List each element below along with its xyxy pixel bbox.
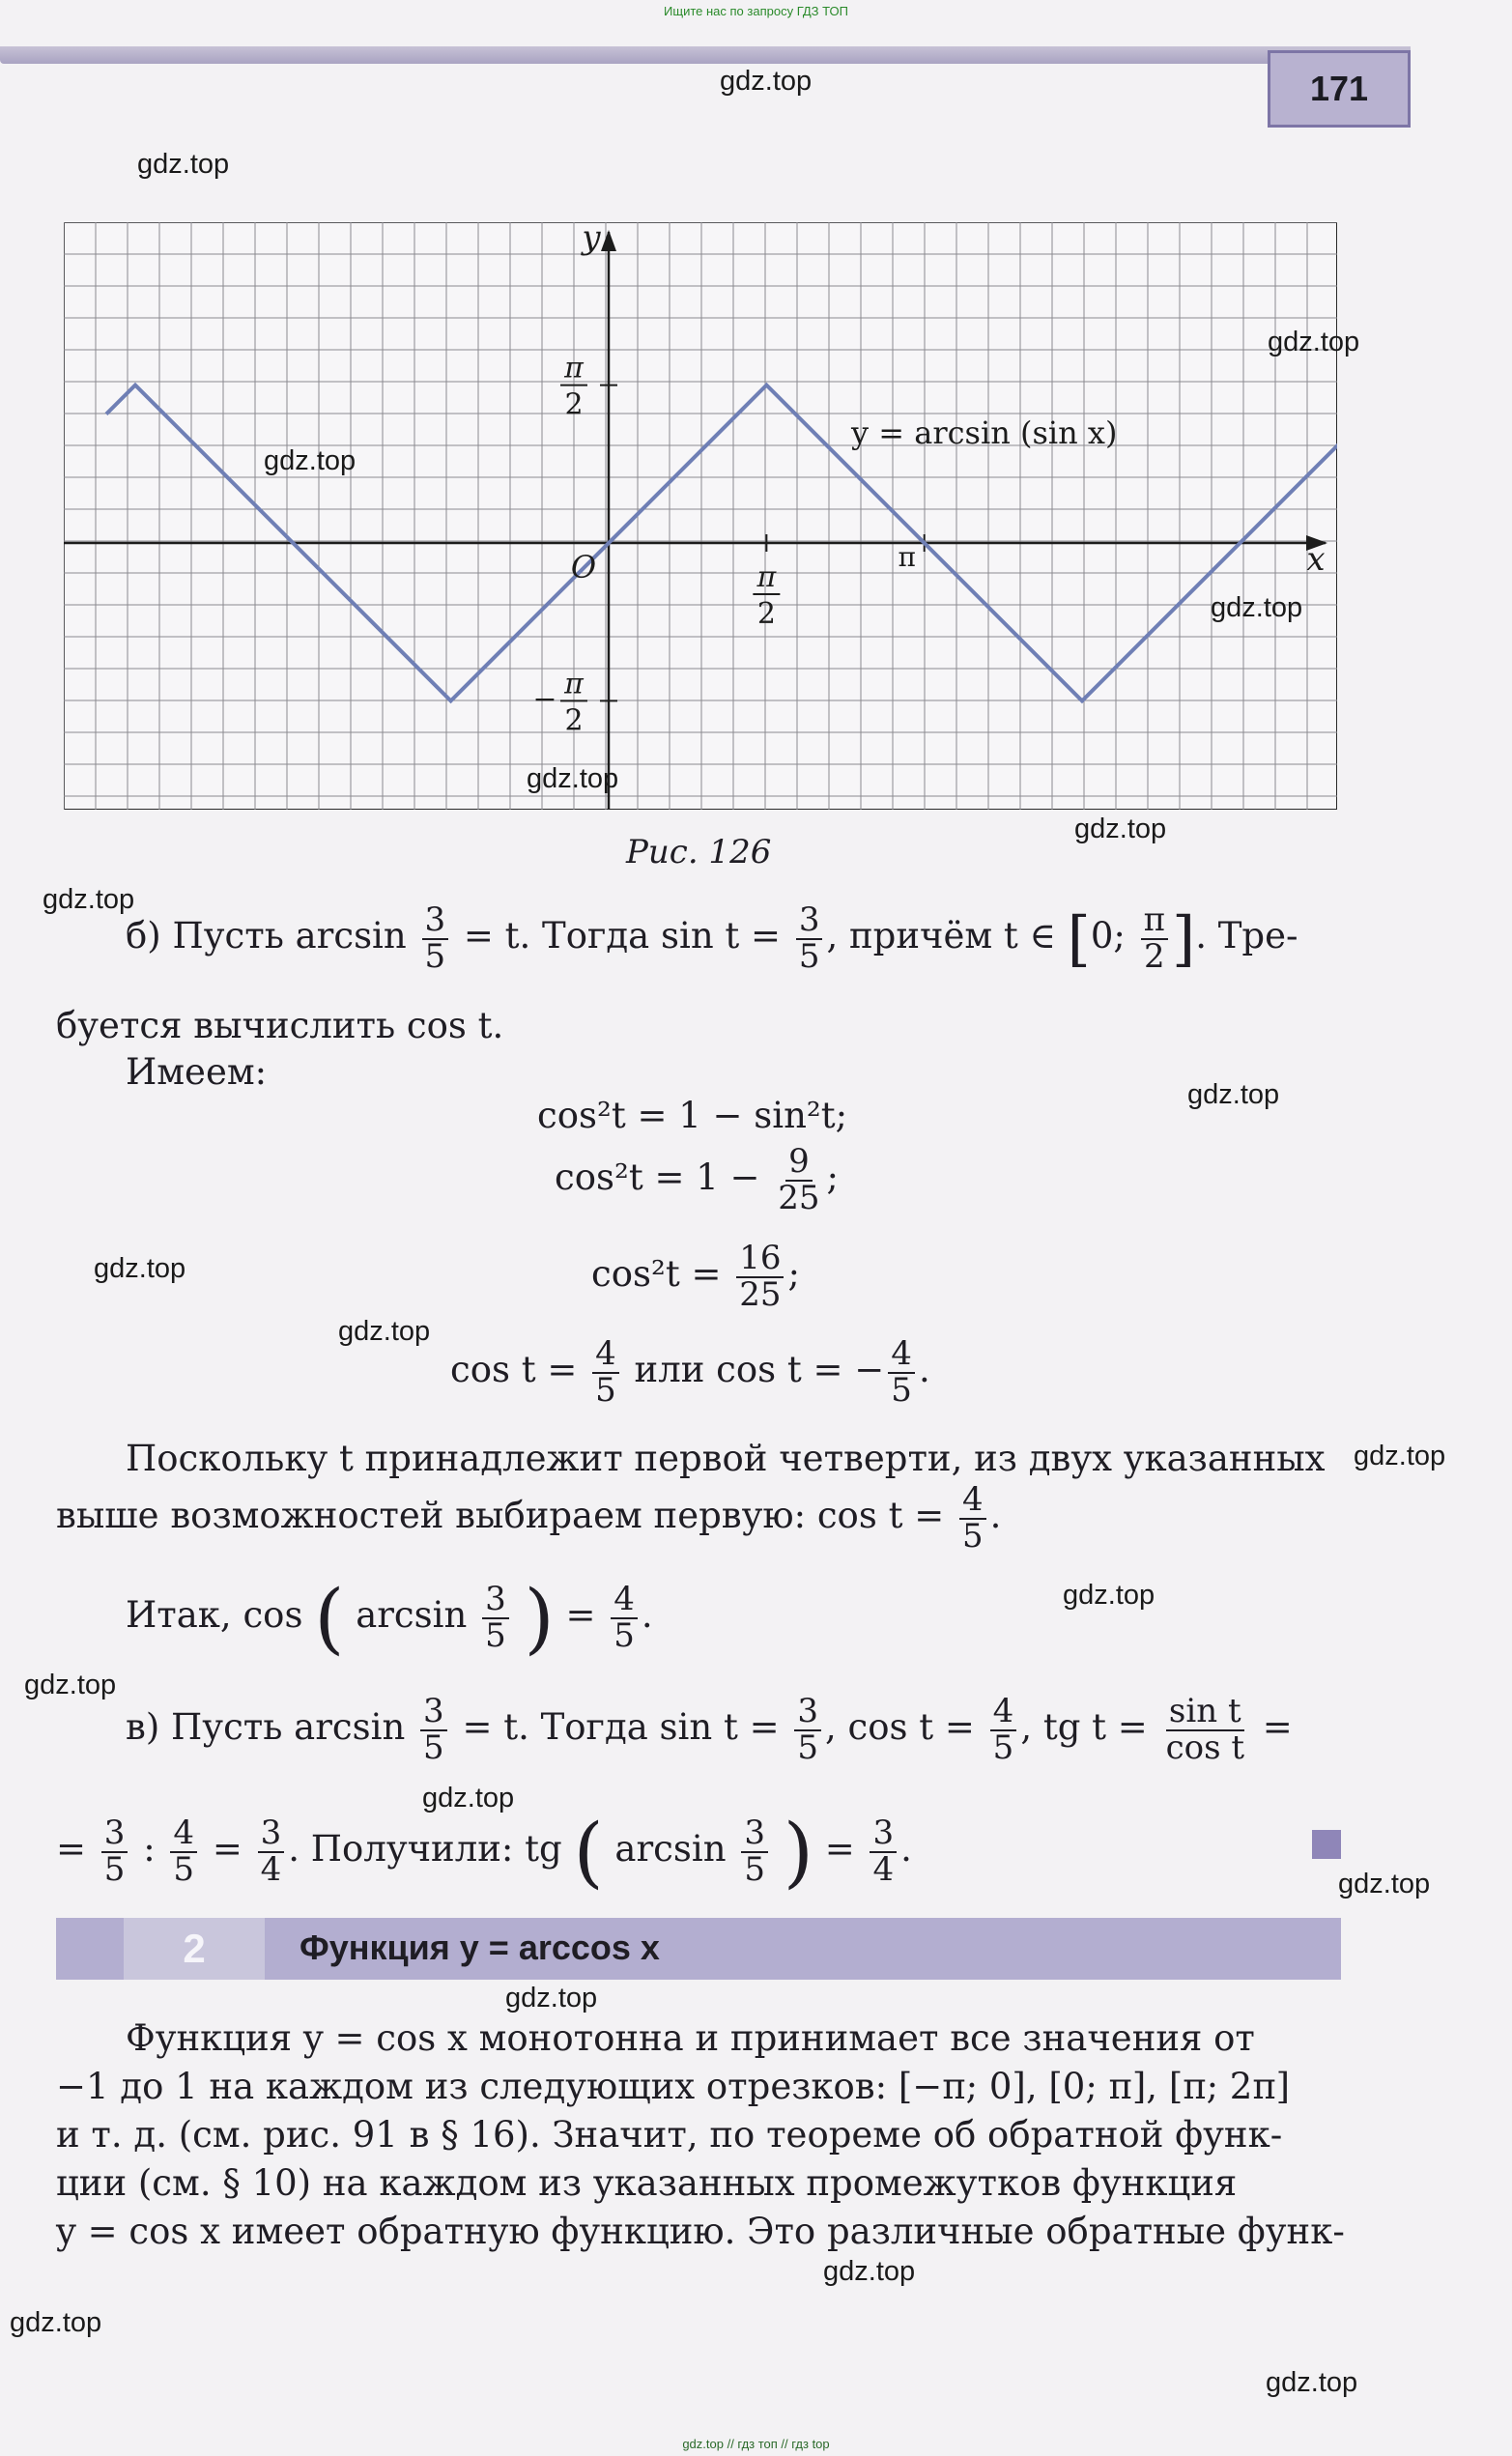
denominator: 5	[423, 1728, 444, 1767]
text: .	[641, 1594, 653, 1636]
body-line-2: −1 до 1 на каждом из следующих отрезков: [−π; 0], [0; π], [π; 2π]	[56, 2066, 1291, 2107]
text: arcsin	[356, 1594, 468, 1636]
text: =	[56, 1828, 87, 1870]
denominator: 25	[778, 1178, 820, 1217]
watermark: gdz.top	[137, 149, 230, 180]
part-b-line-2: буется вычислить cos t.	[56, 1005, 504, 1046]
fraction	[794, 1692, 821, 1767]
numerator: π	[1141, 903, 1168, 940]
denominator: 4	[260, 1849, 282, 1889]
watermark: gdz.top	[10, 2307, 102, 2338]
text: cos t =	[450, 1349, 578, 1391]
denominator: 5	[797, 1728, 818, 1767]
watermark: gdz.top	[94, 1253, 186, 1284]
watermark: gdz.top	[527, 763, 619, 794]
bottom-note: gdz.top // гдз топ // гдз top	[682, 2437, 830, 2451]
numerator: 4	[611, 1583, 638, 1619]
text: . Получили: tg	[288, 1828, 562, 1870]
watermark: gdz.top	[1063, 1580, 1155, 1611]
fraction	[482, 1579, 509, 1655]
paragraph-line-2	[56, 1480, 1002, 1556]
fraction	[736, 1239, 784, 1314]
denominator: 5	[798, 936, 820, 976]
text: :	[143, 1828, 156, 1870]
numerator: 4	[888, 1337, 915, 1374]
y-axis-label: y	[582, 222, 601, 257]
denominator: 5	[891, 1370, 912, 1410]
section-title: Функция y = arccos x	[300, 1928, 660, 1967]
text: cos²t =	[591, 1253, 722, 1296]
watermark: gdz.top	[338, 1316, 431, 1347]
fraction	[258, 1813, 285, 1889]
text: = t. Тогда sin t =	[463, 915, 782, 957]
bracket-close: ]	[1172, 903, 1196, 975]
paren-close: )	[524, 1573, 555, 1663]
fraction	[990, 1692, 1017, 1767]
paren-close: )	[783, 1807, 813, 1897]
fraction	[101, 1813, 128, 1889]
fraction	[1141, 900, 1168, 976]
fraction	[870, 1813, 897, 1889]
text: . Тре-	[1195, 915, 1298, 957]
section-header	[56, 1918, 1341, 1980]
body-line-4: ции (см. § 10) на каждом из указанных промежутков функция	[56, 2162, 1238, 2204]
numerator: 9	[785, 1145, 813, 1182]
denominator: 2	[1144, 936, 1165, 976]
text: .	[900, 1828, 912, 1870]
fraction	[959, 1480, 986, 1556]
watermark: gdz.top	[24, 1670, 117, 1700]
numerator: 3	[741, 1816, 768, 1853]
watermark: gdz.top	[1211, 592, 1303, 623]
text: или cos t = −	[622, 1349, 885, 1391]
header-band	[0, 46, 1411, 64]
text: в) Пусть arcsin	[126, 1706, 406, 1749]
text: б) Пусть arcsin	[126, 915, 407, 957]
text: .	[918, 1349, 930, 1391]
x-tick-label-pi-2-denominator: 2	[756, 597, 776, 631]
origin-label: O	[570, 549, 597, 585]
fraction	[170, 1813, 197, 1889]
figure-caption: Рис. 126	[626, 833, 772, 871]
result-line	[126, 1573, 653, 1663]
watermark: gdz.top	[1187, 1079, 1280, 1110]
x-axis-label: x	[1306, 540, 1326, 579]
fraction	[420, 1692, 447, 1767]
denominator: cos t	[1165, 1728, 1244, 1767]
equation-3	[591, 1239, 800, 1314]
numerator: 4	[592, 1337, 619, 1374]
watermark: gdz.top	[1338, 1869, 1431, 1899]
denominator: 5	[961, 1516, 984, 1556]
numerator: 4	[990, 1695, 1017, 1731]
text: =	[212, 1828, 242, 1870]
grid	[64, 222, 1337, 810]
denominator: 5	[485, 1615, 506, 1655]
numerator: 16	[736, 1242, 784, 1278]
fraction	[775, 1142, 822, 1217]
text: = t. Тогда sin t =	[462, 1706, 780, 1749]
watermark: gdz.top	[1268, 327, 1360, 357]
equation-2	[555, 1142, 840, 1217]
x-tick-label-pi: π	[898, 541, 916, 573]
watermark: gdz.top	[823, 2256, 916, 2287]
numerator: sin t	[1166, 1695, 1244, 1731]
text: =	[1262, 1706, 1293, 1749]
part-v-line-2	[56, 1807, 912, 1897]
watermark: gdz.top	[1266, 2367, 1358, 2398]
denominator: 5	[173, 1849, 195, 1889]
body-line-1: Функция y = cos x монотонна и принимает все значения от	[126, 2017, 1255, 2059]
bracket-open: [	[1067, 903, 1091, 975]
function-label: y = arcsin (sin x)	[851, 414, 1118, 451]
part-v-line-1	[126, 1692, 1293, 1767]
numerator: 3	[422, 903, 449, 940]
body-line-3: и т. д. (см. рис. 91 в § 16). Значит, по теореме об обратной функ-	[56, 2114, 1283, 2156]
text: arcsin	[614, 1828, 727, 1870]
text: .	[989, 1495, 1002, 1537]
denominator: 5	[992, 1728, 1014, 1767]
body-line-5: y = cos x имеет обратную функцию. Это различные обратные функ-	[56, 2211, 1345, 2252]
paragraph-line-1: Поскольку t принадлежит первой четверти, из двух указанных	[126, 1438, 1326, 1479]
text: Итак, cos	[126, 1594, 303, 1636]
part-b-line-1	[126, 900, 1298, 976]
watermark: gdz.top	[1354, 1441, 1446, 1471]
numerator: 4	[170, 1816, 197, 1853]
numerator: 3	[482, 1583, 509, 1619]
watermark: gdz.top	[43, 884, 135, 915]
equation-4	[450, 1334, 930, 1410]
text: ;	[787, 1253, 800, 1296]
y-tick-label-pi-2-denominator: 2	[564, 387, 584, 422]
top-note: Ищите нас по запросу ГДЗ ТОП	[664, 4, 848, 18]
text: , cos t =	[825, 1706, 975, 1749]
y-tick-label-minus-pi-2-numerator: π	[564, 667, 584, 701]
denominator: 5	[744, 1849, 765, 1889]
numerator: 3	[870, 1816, 897, 1853]
text: 0;	[1090, 915, 1126, 957]
numerator: 3	[420, 1695, 447, 1731]
fraction	[741, 1813, 768, 1889]
numerator: 3	[796, 903, 823, 940]
text: =	[824, 1828, 855, 1870]
watermark: gdz.top	[422, 1783, 515, 1813]
text: ;	[826, 1157, 840, 1199]
numerator: 4	[959, 1483, 986, 1520]
fraction	[592, 1334, 619, 1410]
denominator: 5	[424, 936, 446, 976]
fraction	[611, 1579, 638, 1655]
paren-open: (	[314, 1573, 345, 1663]
y-tick-label-pi-2-numerator: π	[564, 351, 584, 386]
page-number: 171	[1268, 50, 1411, 128]
fraction	[422, 900, 449, 976]
denominator: 4	[872, 1849, 895, 1889]
denominator: 5	[103, 1849, 126, 1889]
text: выше возможностей выбираем первую: cos t =	[56, 1495, 945, 1537]
numerator: 3	[101, 1816, 128, 1853]
fraction	[888, 1334, 915, 1410]
fraction	[796, 900, 823, 976]
text: , причём t ∈	[826, 915, 1056, 957]
y-tick-label-minus-pi-2-denominator: 2	[564, 703, 584, 738]
watermark: gdz.top	[1074, 814, 1167, 844]
watermark: gdz.top	[505, 1983, 598, 2013]
watermark: gdz.top	[264, 445, 357, 476]
watermark: gdz.top	[720, 66, 813, 97]
section-number: 2	[124, 1918, 265, 1980]
x-tick-label-pi-2-numerator: π	[756, 560, 777, 594]
equation-1: cos²t = 1 − sin²t;	[537, 1095, 848, 1136]
denominator: 25	[739, 1274, 782, 1314]
denominator: 5	[613, 1615, 635, 1655]
denominator: 5	[595, 1370, 616, 1410]
text: , tg t =	[1020, 1706, 1148, 1749]
numerator: 3	[794, 1695, 821, 1731]
text: cos²t = 1 −	[555, 1157, 760, 1199]
end-of-example-mark	[1312, 1830, 1341, 1859]
fraction	[1163, 1692, 1247, 1767]
paren-open: (	[573, 1807, 604, 1897]
graph-figure	[64, 222, 1337, 810]
numerator: 3	[258, 1816, 285, 1853]
part-b-line-3: Имеем:	[126, 1051, 268, 1093]
y-tick-label-minus-pi-2-sign: −	[532, 682, 557, 717]
text: =	[565, 1594, 596, 1636]
